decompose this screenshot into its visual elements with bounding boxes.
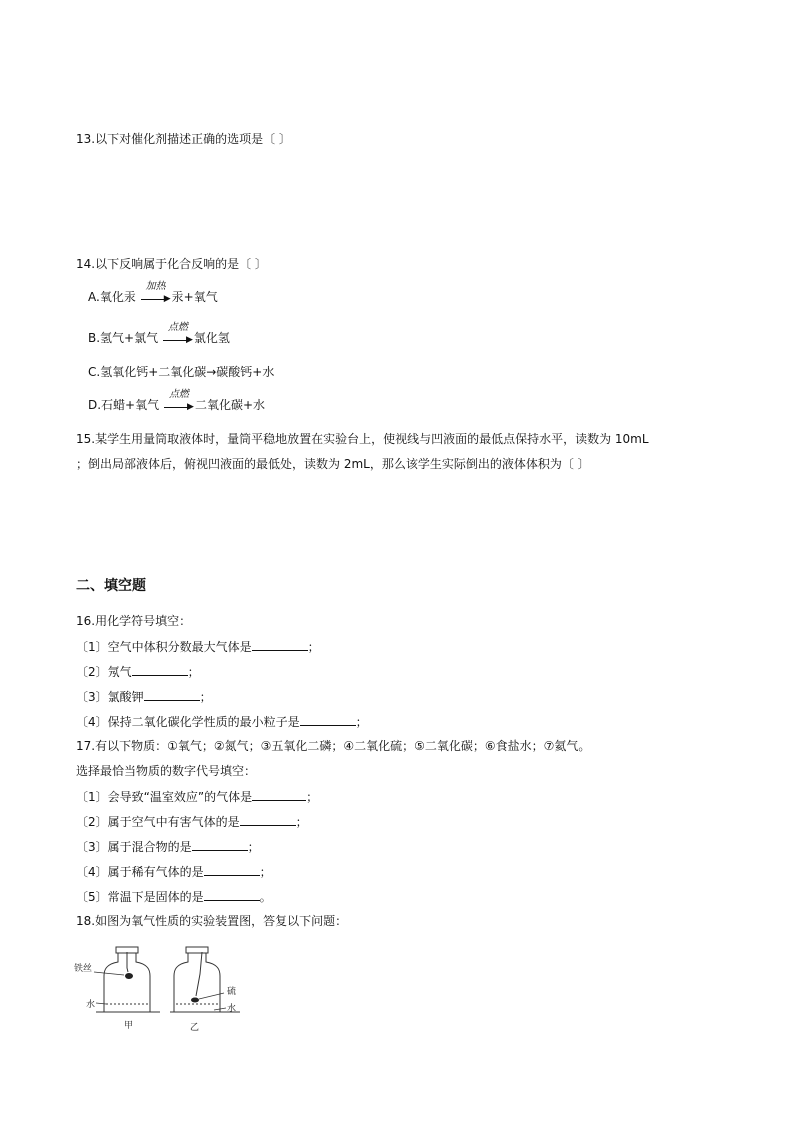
jar-b: [170, 947, 240, 1012]
question-17-instruction: 选择最恰当物质的数字代号填空：: [76, 764, 257, 778]
option-d-product: 二氧化碳+水: [194, 398, 265, 412]
label-water-b: 水: [227, 1004, 237, 1014]
question-18: 18.如图为氧气性质的实验装置图，答复以下问题：: [76, 914, 348, 928]
label-jia: 甲: [124, 1021, 134, 1031]
option-d-reactant: D.石蜡+氧气: [88, 398, 163, 412]
iron-wire: [127, 952, 128, 972]
section-title: 二、填空题: [76, 578, 146, 594]
item-text: 〔3〕氯酸钾: [76, 690, 144, 704]
option-b-reactant: B.氢气+氯气: [88, 331, 162, 345]
answer-blank[interactable]: [252, 788, 306, 801]
item-punct: ；: [355, 715, 368, 729]
label-water-a: 水: [86, 1000, 96, 1010]
item-punct: ；: [187, 665, 200, 679]
option-a-product: 汞+氧气: [171, 290, 218, 304]
item-punct: ；: [306, 790, 319, 804]
reaction-arrow: [164, 389, 194, 413]
item-punct: ；: [307, 640, 320, 654]
item-punct: ；: [259, 865, 272, 879]
option-a-reactant: A.氧化汞: [88, 290, 140, 304]
label-yi: 乙: [190, 1023, 200, 1033]
item-punct: ；: [247, 840, 260, 854]
item-text: 〔2〕氖气: [76, 665, 132, 679]
answer-blank[interactable]: [300, 713, 356, 726]
item-punct: ；: [295, 815, 308, 829]
arrow-head-icon: ▶: [163, 294, 171, 304]
q16-item-3: [76, 688, 212, 705]
item-text: 〔4〕属于稀有气体的是: [76, 865, 204, 879]
option-d: [88, 389, 265, 413]
answer-blank[interactable]: [240, 813, 296, 826]
q17-item-4: [76, 863, 272, 880]
q16-item-1: [76, 638, 320, 655]
answer-blank[interactable]: [204, 863, 260, 876]
arrow-head-icon: ▶: [186, 335, 193, 345]
item-text: 〔3〕属于混合物的是: [76, 840, 192, 854]
jar-b-stopper: [186, 947, 208, 953]
question-15-line-1: 15.某学生用量筒取液体时，量筒平稳地放置在实验台上，使视线与凹液面的最低点保持水平，读数为 10mL: [76, 432, 649, 446]
answer-blank[interactable]: [132, 663, 188, 676]
condition-label: 点燃: [167, 322, 188, 333]
item-text: 〔1〕会导致“温室效应”的气体是: [76, 790, 253, 804]
q17-item-3: [76, 838, 260, 855]
option-a: [88, 281, 218, 305]
condition-label: 加热: [145, 281, 166, 292]
option-b-product: 氯化氢: [193, 331, 230, 345]
answer-blank[interactable]: [144, 688, 200, 701]
answer-blank[interactable]: [252, 638, 308, 651]
item-text: 〔1〕空气中体积分数最大气体是: [76, 640, 252, 654]
label-sulfur: 硫: [227, 987, 237, 997]
arrow-head-icon: ▶: [187, 402, 194, 412]
item-punct: ；: [199, 690, 212, 704]
q16-item-2: [76, 663, 200, 680]
leader-line-iron: [94, 972, 124, 975]
reaction-arrow: [141, 281, 171, 305]
answer-blank[interactable]: [192, 838, 248, 851]
item-text: 〔2〕属于空气中有害气体的是: [76, 815, 240, 829]
label-iron-wire: 铁丝: [74, 964, 93, 974]
question-16: 16.用化学符号填空：: [76, 614, 192, 628]
q16-item-4: [76, 713, 368, 730]
question-15-line-2: ；倒出局部液体后，俯视凹液面的最低处，读数为 2mL，那么该学生实际倒出的液体体积为〔 〕: [76, 457, 590, 471]
combustion-spoon-rod: [196, 952, 202, 996]
item-text: 〔4〕保持二氧化碳化学性质的最小粒子是: [76, 715, 300, 729]
option-b: [88, 322, 230, 346]
option-c: C.氢氧化钙+二氧化碳→碳酸钙+水: [88, 365, 275, 379]
burning-sulfur-icon: [191, 998, 199, 1003]
answer-blank[interactable]: [204, 888, 260, 901]
item-punct: 。: [259, 890, 272, 904]
question-13: 13.以下对催化剂描述正确的选项是〔 〕: [76, 132, 291, 146]
item-text: 〔5〕常温下是固体的是: [76, 890, 204, 904]
q17-item-1: [76, 788, 318, 805]
experiment-apparatus-figure: [74, 944, 254, 1036]
jar-a: [96, 947, 160, 1012]
q17-item-2: [76, 813, 308, 830]
question-14: 14.以下反响属于化合反响的是〔 〕: [76, 257, 267, 271]
question-17: 17.有以下物质：①氧气；②氮气；③五氧化二磷；④二氧化硫；⑤二氧化碳；⑥食盐水；⑦氦气。: [76, 739, 591, 753]
burning-iron-icon: [125, 973, 133, 979]
q17-item-5: [76, 888, 272, 905]
reaction-arrow: [163, 322, 193, 346]
condition-label: 点燃: [168, 389, 189, 400]
